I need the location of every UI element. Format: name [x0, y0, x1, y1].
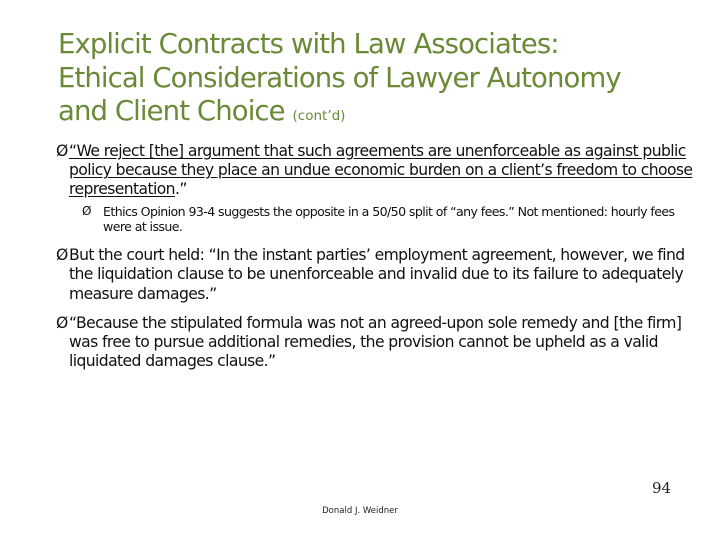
slide-body: [56, 142, 696, 381]
bullet-1: [56, 142, 696, 200]
sub-bullet-arrow-icon: Ø: [82, 203, 91, 218]
slide-title: [58, 28, 698, 134]
bullet-2: [56, 246, 696, 304]
title-line-2: Ethical Considerations of Lawyer Autonomy: [58, 61, 621, 94]
page-number: 94: [652, 479, 672, 497]
bullet-arrow-icon: Ø: [56, 142, 68, 160]
bullet-1-tail: .”: [174, 180, 187, 199]
bullet-arrow-icon: Ø: [56, 246, 68, 265]
footer-author: Donald J. Weidner: [322, 506, 398, 516]
sub-bullet-1-text: Ethics Opinion 93-4 suggests the opposite in a 50/50 split of “any fees.” Not mentioned: hourly fees were at issue.: [103, 203, 675, 235]
bullet-1-quote: “We reject [the] argument that such agreements are unenforceable as against public policy because they place an undue economic burden on a client’s freedom to choose representation: [69, 142, 693, 199]
title-line-1: Explicit Contracts with Law Associates:: [58, 28, 559, 60]
sub-bullet-1: [82, 204, 696, 236]
bullet-3-text: “Because the stipulated formula was not an agreed-upon sole remedy and [the firm] was free to pursue additional remedies, the provision cannot be upheld as a valid liquidated damages clause.”: [69, 313, 682, 371]
title-line-3: and Client Choice: [58, 95, 285, 127]
bullet-2-text: But the court held: “In the instant parties’ employment agreement, however, we find the liquidation clause to be unenforceable and invalid due to its failure to adequately measure damages.”: [69, 246, 685, 303]
title-cont-label: (cont’d): [292, 108, 346, 124]
bullet-arrow-icon: Ø: [56, 313, 68, 332]
bullet-3: [56, 314, 696, 372]
